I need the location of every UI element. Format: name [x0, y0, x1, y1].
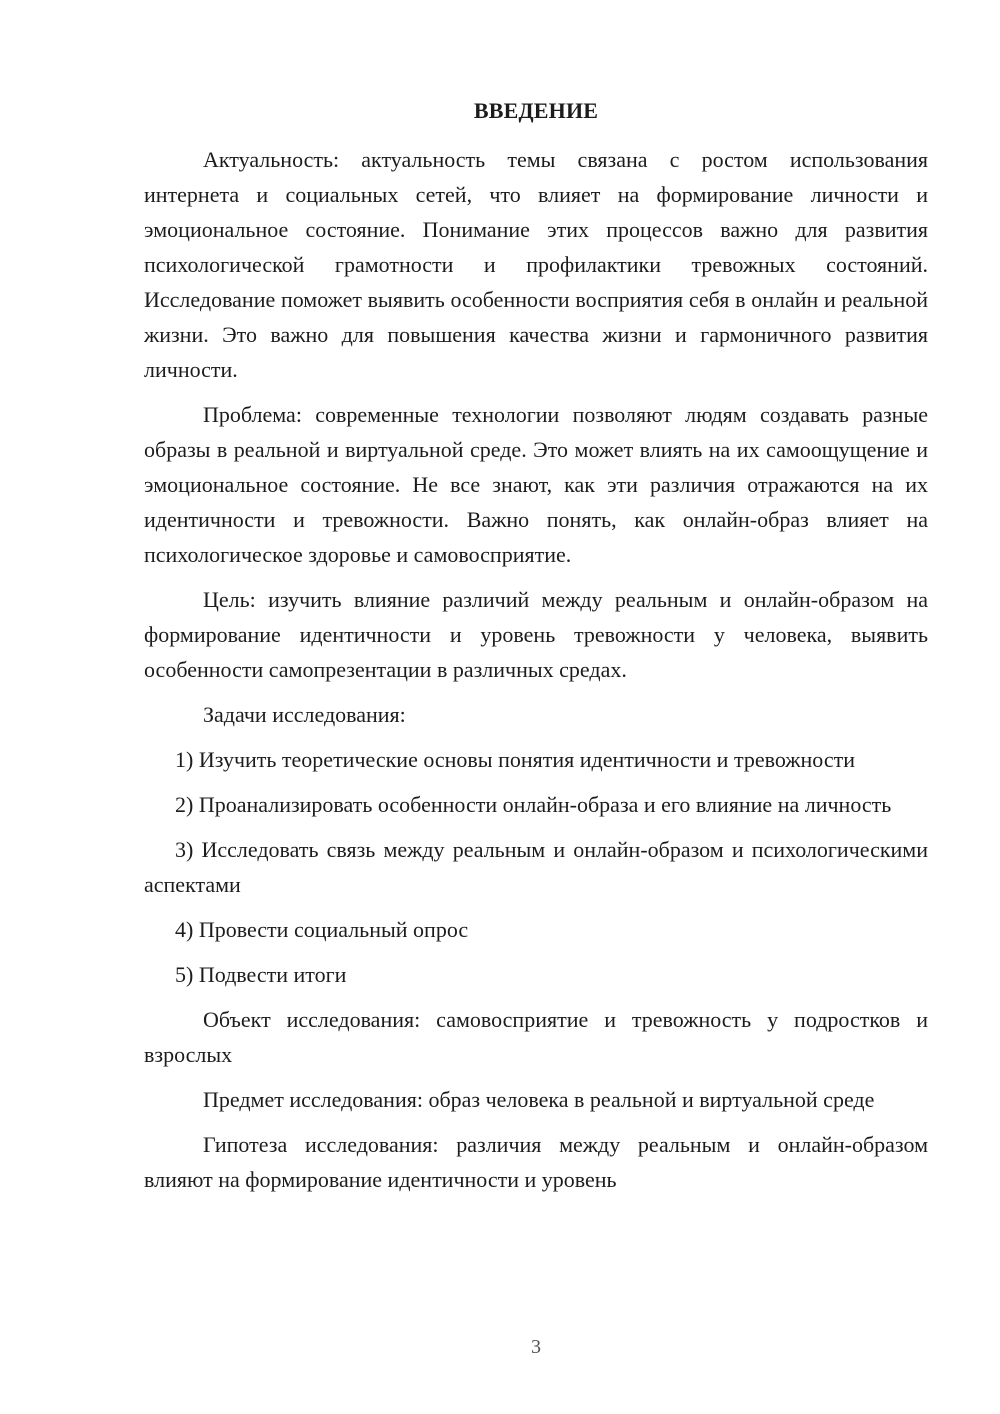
task-item-5: 5) Подвести итоги: [175, 962, 347, 987]
paragraph-relevance: Актуальность: актуальность темы связана с ростом использования интернета и социальных сетей, что влияет на формирование личности и эмоциональное состояние. Понимание этих процессов важно для развития психологической грамотности и профилактики тревожных состояний. Исследование поможет выявить особенности восприятия себя в онлайн и реальной жизни. Это важно для повышения качества жизни и гармоничного развития личности.: [144, 147, 928, 382]
paragraph-object: Объект исследования: самовосприятие и тревожность у подростков и взрослых: [144, 1007, 928, 1067]
task-item-2: 2) Проанализировать особенности онлайн-образа и его влияние на личность: [175, 792, 892, 817]
task-item-1: 1) Изучить теоретические основы понятия идентичности и тревожности: [175, 747, 855, 772]
tasks-heading: Задачи исследования:: [203, 702, 406, 727]
paragraph-subject: Предмет исследования: образ человека в реальной и виртуальной среде: [203, 1087, 875, 1112]
page-number: 3: [531, 1336, 541, 1358]
page-title: ВВЕДЕНИЕ: [473, 98, 599, 123]
task-item-4: 4) Провести социальный опрос: [175, 917, 469, 942]
paragraph-problem: Проблема: современные технологии позволяют людям создавать разные образы в реальной и виртуальной среде. Это может влиять на их самоощущение и эмоциональное состояние. Не все знают, как эти различия отражаются на их идентичности и тревожности. Важно понять, как онлайн-образ влияет на психологическое здоровье и самовосприятие.: [144, 402, 928, 567]
task-item-3: 3) Исследовать связь между реальным и онлайн-образом и психологическими аспектами: [144, 837, 928, 897]
paragraph-hypothesis: Гипотеза исследования: различия между реальным и онлайн-образом влияют на формирование идентичности и уровень: [144, 1132, 928, 1192]
paragraph-goal: Цель: изучить влияние различий между реальным и онлайн-образом на формирование идентичности и уровень тревожности у человека, выявить особенности самопрезентации в различных средах.: [144, 587, 928, 682]
document-body: [144, 142, 928, 1197]
